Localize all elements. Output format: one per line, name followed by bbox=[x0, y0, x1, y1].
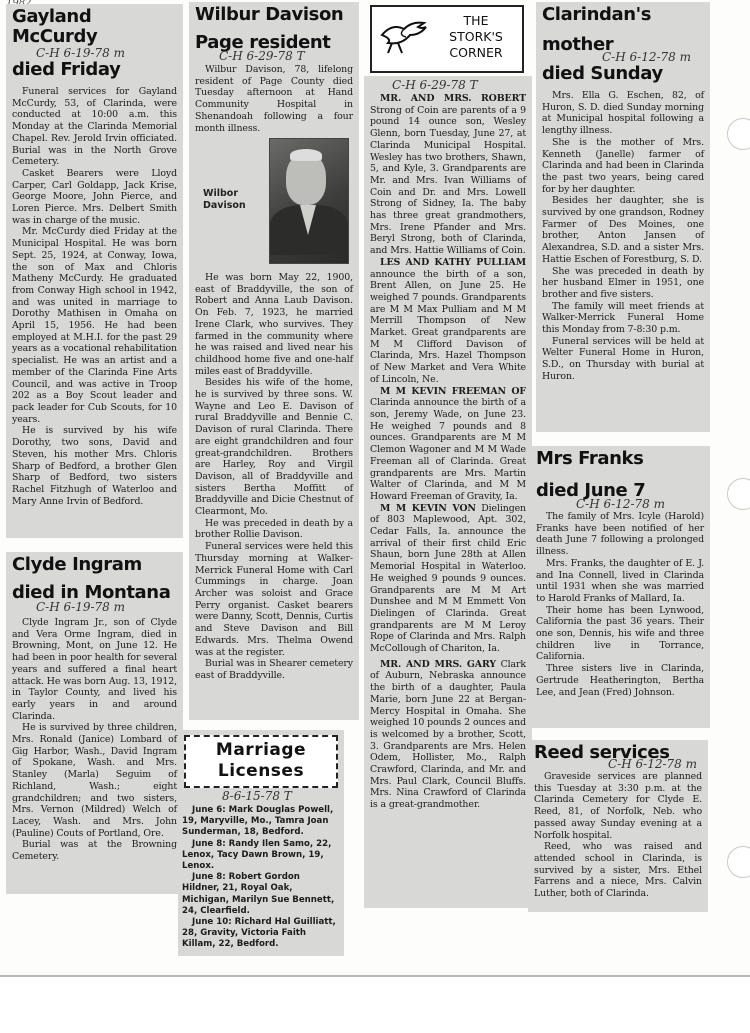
announcement bbox=[370, 257, 526, 386]
headline: Clyde Ingram bbox=[12, 554, 142, 575]
paragraph: Funeral services were held this Thursday morning at Walker-Merrick Funeral Home with Carl Cummings in charge. Joan Archer was soloist and Grace Perry organist. Casket bearers were Danny, Scott, Dennis, Curtis and Steve Davison and Bill Edwards. Mrs. Thelma Owend was at the register. bbox=[195, 541, 353, 658]
clipping-wilbur-davison bbox=[189, 2, 359, 720]
paragraph: Burial was in Shearer cemetery east of Braddyville. bbox=[195, 658, 353, 681]
storks-corner-banner bbox=[370, 5, 524, 73]
headline: mother bbox=[542, 34, 614, 55]
banner-title bbox=[432, 13, 520, 61]
article-intro bbox=[195, 64, 353, 134]
paragraph: Besides her daughter, she is survived by one grandson, Rodney Farmer of Des Moines, one brother, Anton Jansen of Alexandrea, S.D. and a sister Mrs. Hattie Eschen of Forestburg, S. D. bbox=[542, 195, 704, 265]
birth-announcements bbox=[370, 93, 526, 811]
handwritten-date: C-H 6-29-78 T bbox=[219, 49, 305, 63]
paragraph: Funeral services for Gayland McCurdy, 53, of Clarinda, were conducted at 10:00 a.m. this Monday at the Clarinda Memorial Chapel. Rev. Jerold Irvin officiated. Burial was in the North Grove Cemetery. bbox=[12, 86, 177, 168]
article-body bbox=[12, 617, 177, 863]
paragraph: Clyde Ingram Jr., son of Clyde and Vera Orme Ingram, died in Browning, Mont, on June 12. He had been in poor health for several years and suffered a final heart attack. He was born Aug. 13, 1912, in Taylor County, and lived his early years in and around Clarinda. bbox=[12, 617, 177, 722]
paragraph: He was born May 22, 1900, east of Braddyville, the son of Robert and Anna Laub Davison. On Feb. 7, 1923, he married Irene Clark, who survives. They farmed in the community where he was raised and lived near his childhood home five and one-half miles east of Braddyville. bbox=[195, 272, 353, 377]
headline: Clarindan's bbox=[542, 4, 652, 25]
banner-title-line: CORNER bbox=[449, 45, 503, 60]
paragraph: Casket Bearers were Lloyd Carper, Carl Goldapp, Jack Krise, George Moore, John Pierce, and Loren Pierce. Mrs. Delbert Smith was in charge of the music. bbox=[12, 167, 177, 226]
paragraph: Their home has been Lynwood, California the past 36 years. Their one son, Dennis, his wife and three children live in Torrance, California. bbox=[536, 604, 704, 663]
license-entry: June 8: Robert Gordon Hildner, 21, Royal Oak, Michigan, Marilyn Sue Bennett, 24, Clearfield. bbox=[182, 872, 335, 916]
handwritten-date: C-H 6-29-78 T bbox=[392, 78, 478, 92]
headline: died Sunday bbox=[542, 63, 663, 84]
paragraph: Reed, who was raised and attended school in Clarinda, is survived by a sister, Mrs. Ethel Farrens and a niece, Mrs. Calvin Luther, both of Clarinda. bbox=[534, 841, 702, 900]
clipping-clyde-ingram bbox=[6, 552, 183, 894]
handwritten-date: C-H 6-19-78 m bbox=[36, 600, 125, 614]
paragraph: Besides his wife of the home, he is survived by three sons. W. Wayne and Leo E. Davison of rural Braddyville and Bennie C. Davison of rural Clarinda. There are eight grandchildren and four great-grandchildren. Brothers are Harley, Roy and Virgil Davison, all of Braddyville and sisters Bertha Moffitt of Braddyville and Dicie Chestnut of Clearmont, Mo. bbox=[195, 377, 353, 518]
announcement-lead: M M KEVIN VON bbox=[380, 502, 476, 514]
license-entry: June 10: Richard Hal Guilliatt, 28, Gravity, Victoria Faith Killam, 22, Bedford. bbox=[182, 917, 336, 950]
photo-caption bbox=[203, 188, 246, 212]
clipping-storks-corner bbox=[364, 76, 532, 908]
headline: Page resident bbox=[195, 32, 331, 53]
clipping-reed-services bbox=[528, 740, 708, 912]
announcement-text: Strong of Coin are parents of a 9 pound 14 ounce son, Wesley Glenn, born Tuesday, June 27, at Clarinda Municipal Hospital. Wesley has two brothers, Shawn, 5, and Kyle, 3. Grandparents are Mr. and Mrs. Ivan Williams of Coin and Dr. and Mrs. Lowell Strong of Sidney, Ia. The baby has three great grandmothers, Mrs. Irene Pfander and Mrs. Beryl Strong, both of Clarinda, and Mrs. Hattie Williams of Coin. bbox=[370, 104, 526, 257]
article-body bbox=[542, 90, 704, 383]
headline: Reed services bbox=[534, 742, 670, 763]
binder-hole bbox=[727, 846, 750, 878]
article-body bbox=[536, 511, 704, 698]
announcement-text: Dielingen of 803 Maplewood, Apt. 302, Cedar Falls, Ia. announce the arrival of their first child Eric Shaun, born June 28th at Allen Memorial Hospital in Waterloo. He weighed 9 pounds 9 ounces. Grandparents are M M Art Dunshee and M M Emmett Von Dielingen of Clarinda. Great grandparents are M M Leroy Rope of Clarinda and Mrs. Ralph McCollough of Chariton, Ia. bbox=[370, 502, 526, 655]
headline: died June 7 bbox=[536, 480, 646, 501]
headline: Mrs Franks bbox=[536, 448, 644, 469]
paragraph: The family will meet friends at Walker-Merrick Funeral Home this Monday from 7-8:30 p.m. bbox=[542, 300, 704, 336]
paragraph: He is survived by his wife Dorothy, two sons, David and Steven, his mother Mrs. Chloris Sharp of Bedford, a brother Glen Sharp of Bedford, two sisters Rachel Fitzhugh of Waterloo and Mary Anne Irvin of Bedford. bbox=[12, 425, 177, 507]
paragraph: Three sisters live in Clarinda, Gertrude Heatherington, Bertha Lee, and Jean (Fred) Johnson. bbox=[536, 663, 704, 698]
paragraph: She is the mother of Mrs. Kenneth (Janelle) farmer of Clarinda and had been in Clarinda the past two years, being cared for by her daughter. bbox=[542, 136, 704, 195]
announcement-text: announce the birth of a son, Brent Allen, on June 25. He weighed 7 pounds. Grandparents are M M Max Pulliam and M M Merrill Thompson of New Market. Great grandparents are M M Clifford Davison of Clarinda, Mrs. Hazel Thompson of New Market and Vera White of Lincoln, Ne. bbox=[370, 268, 526, 385]
paragraph: Mr. McCurdy died Friday at the Municipal Hospital. He was born Sept. 25, 1924, at Conway, Iowa, the son of Max and Chloris Matheny McCurdy. He graduated from Conway High school in 1942, and was united in marriage to Dorothy Mathisen in Omaha on April 15, 1956. He had been employed at M.H.I. for the past 29 years as a vocational rehabilitation specialist. He was an artist and a member of the Clarinda Fine Arts Council, and was active in Troop 202 as a Boy Scout leader and pack leader for Cub Scouts, for 10 years. bbox=[12, 226, 177, 425]
clipping-mrs-franks bbox=[530, 446, 710, 728]
handwritten-date: C-H 6-12-78 m bbox=[608, 757, 697, 771]
paragraph: Funeral services will be held at Welter Funeral Home in Huron, S.D., on Thursday with burial at Huron. bbox=[542, 335, 704, 382]
paragraph: He is survived by three children, Mrs. Ronald (Janice) Lombard of Gig Harbor, Wash., David Ingram of Spokane, Wash. and Mrs. Stanley (Marla) Seguim of Richland, Wash.; eight grandchildren; and two sisters, Mrs. Vernon (Mildred) Welch of Lacey, Wash. and Mrs. John (Pauline) Couts of Portland, Ore. bbox=[12, 722, 177, 839]
paragraph: Graveside services are planned this Tuesday at 3:30 p.m. at the Clarinda Cemetery for Clyde E. Reed, 81, of Norfolk, Neb. who passed away Sunday evening at a Norfolk hospital. bbox=[534, 771, 702, 841]
handwritten-date: C-H 6-12-78 m bbox=[576, 497, 665, 511]
banner-title-line: THE bbox=[463, 13, 489, 28]
announcement bbox=[370, 386, 526, 503]
paragraph: He was preceded in death by a brother Rollie Davison. bbox=[195, 517, 353, 541]
paragraph: The family of Mrs. Icyle (Harold) Franks have been notified of her death June 7 following a prolonged illness. bbox=[536, 511, 704, 558]
announcement bbox=[370, 93, 526, 257]
license-entry: June 8: Randy Ilen Samo, 22, Lenox, Tacy Dawn Brown, 19, Lenox. bbox=[182, 838, 332, 872]
license-entry: June 6: Mark Douglas Powell, 19, Maryville, Mo., Tamra Joan Sunderman, 18, Bedford. bbox=[182, 805, 334, 838]
article-body bbox=[12, 86, 177, 507]
paragraph: Mrs. Ella G. Eschen, 82, of Huron, S. D. died Sunday morning at Municipal hospital following a lengthy illness. bbox=[542, 90, 704, 137]
clipping-gayland-mccurdy bbox=[6, 4, 183, 538]
announcement-text: Clark of Auburn, Nebraska announce the birth of a daughter, Paula Marie, born June 22 at Bergan-Mercy Hospital in Omaha. She weighed 10 pounds 2 ounces and is welcomed by a brother, Scott, 3. Grandparents are Mrs. Helen Odem, Hollister, Mo., Ralph Crawford, Clarinda, and Mr. and Mrs. Paul Clark, Council Bluffs. Mrs. Nina Crawford of Clarinda is a great-grandmother. bbox=[370, 658, 526, 811]
announcement-lead: LES AND KATHY PULLIAM bbox=[380, 256, 526, 268]
announcement-lead: M M KEVIN FREEMAN OF bbox=[380, 385, 526, 397]
paragraph: Mrs. Franks, the daughter of E. J. and Ina Connell, lived in Clarinda until 1931 when she was married to Harold Franks of Mallard, Ia. bbox=[536, 557, 704, 604]
binder-hole bbox=[727, 478, 750, 510]
article-body bbox=[195, 272, 353, 682]
handwritten-date: C-H 6-19-78 m bbox=[36, 46, 125, 60]
banner-title-line: STORK'S bbox=[449, 29, 503, 44]
article-body bbox=[534, 771, 702, 900]
headline: Wilbur Davison bbox=[195, 4, 344, 25]
marriage-licenses-banner bbox=[184, 735, 338, 788]
paragraph: She was preceded in death by her husband Elmer in 1951, one brother and five sisters. bbox=[542, 265, 704, 300]
portrait-photo bbox=[269, 138, 349, 264]
handwritten-date: C-H 6-12-78 m bbox=[602, 50, 691, 64]
announcement-lead: MR. AND MRS. ROBERT bbox=[380, 93, 526, 104]
handwritten-date: 8-6-15-78 T bbox=[222, 789, 292, 803]
headline: died in Montana bbox=[12, 582, 171, 603]
banner-title: Licenses bbox=[217, 761, 305, 781]
headline: died Friday bbox=[12, 59, 121, 80]
binder-hole bbox=[727, 118, 750, 150]
photo-caption-line: Wilbor bbox=[203, 188, 239, 199]
paragraph: Wilbur Davison, 78, lifelong resident of Page County died Tuesday afternoon at Hand Community Hospital in Shenandoah following a four month illness. bbox=[195, 64, 353, 134]
license-list bbox=[182, 805, 340, 951]
announcement-lead: MR. AND MRS. GARY bbox=[380, 658, 496, 670]
announcement bbox=[370, 503, 526, 655]
announcement-text: Clarinda announce the birth of a son, Jeremy Wade, on June 23. He weighed 7 pounds and 8 ounces. Grandparents are M M Clemon Wagoner and M M Wade Freeman all of Clarinda. Great grandparents are Mrs. Martin Walter of Clarinda, and M M Howard Freeman of Gravity, Ia. bbox=[370, 397, 526, 502]
paragraph: Burial was at the Browning Cemetery. bbox=[12, 839, 177, 863]
stork-icon bbox=[378, 15, 430, 57]
banner-title: Marriage bbox=[215, 740, 307, 760]
headline: Gayland McCurdy bbox=[12, 6, 98, 47]
announcement bbox=[370, 659, 526, 811]
clipping-clarindans-mother bbox=[536, 2, 710, 432]
photo-caption-line: Davison bbox=[203, 200, 246, 211]
blank-margin bbox=[0, 977, 750, 1033]
clipping-marriage-licenses bbox=[178, 730, 344, 956]
